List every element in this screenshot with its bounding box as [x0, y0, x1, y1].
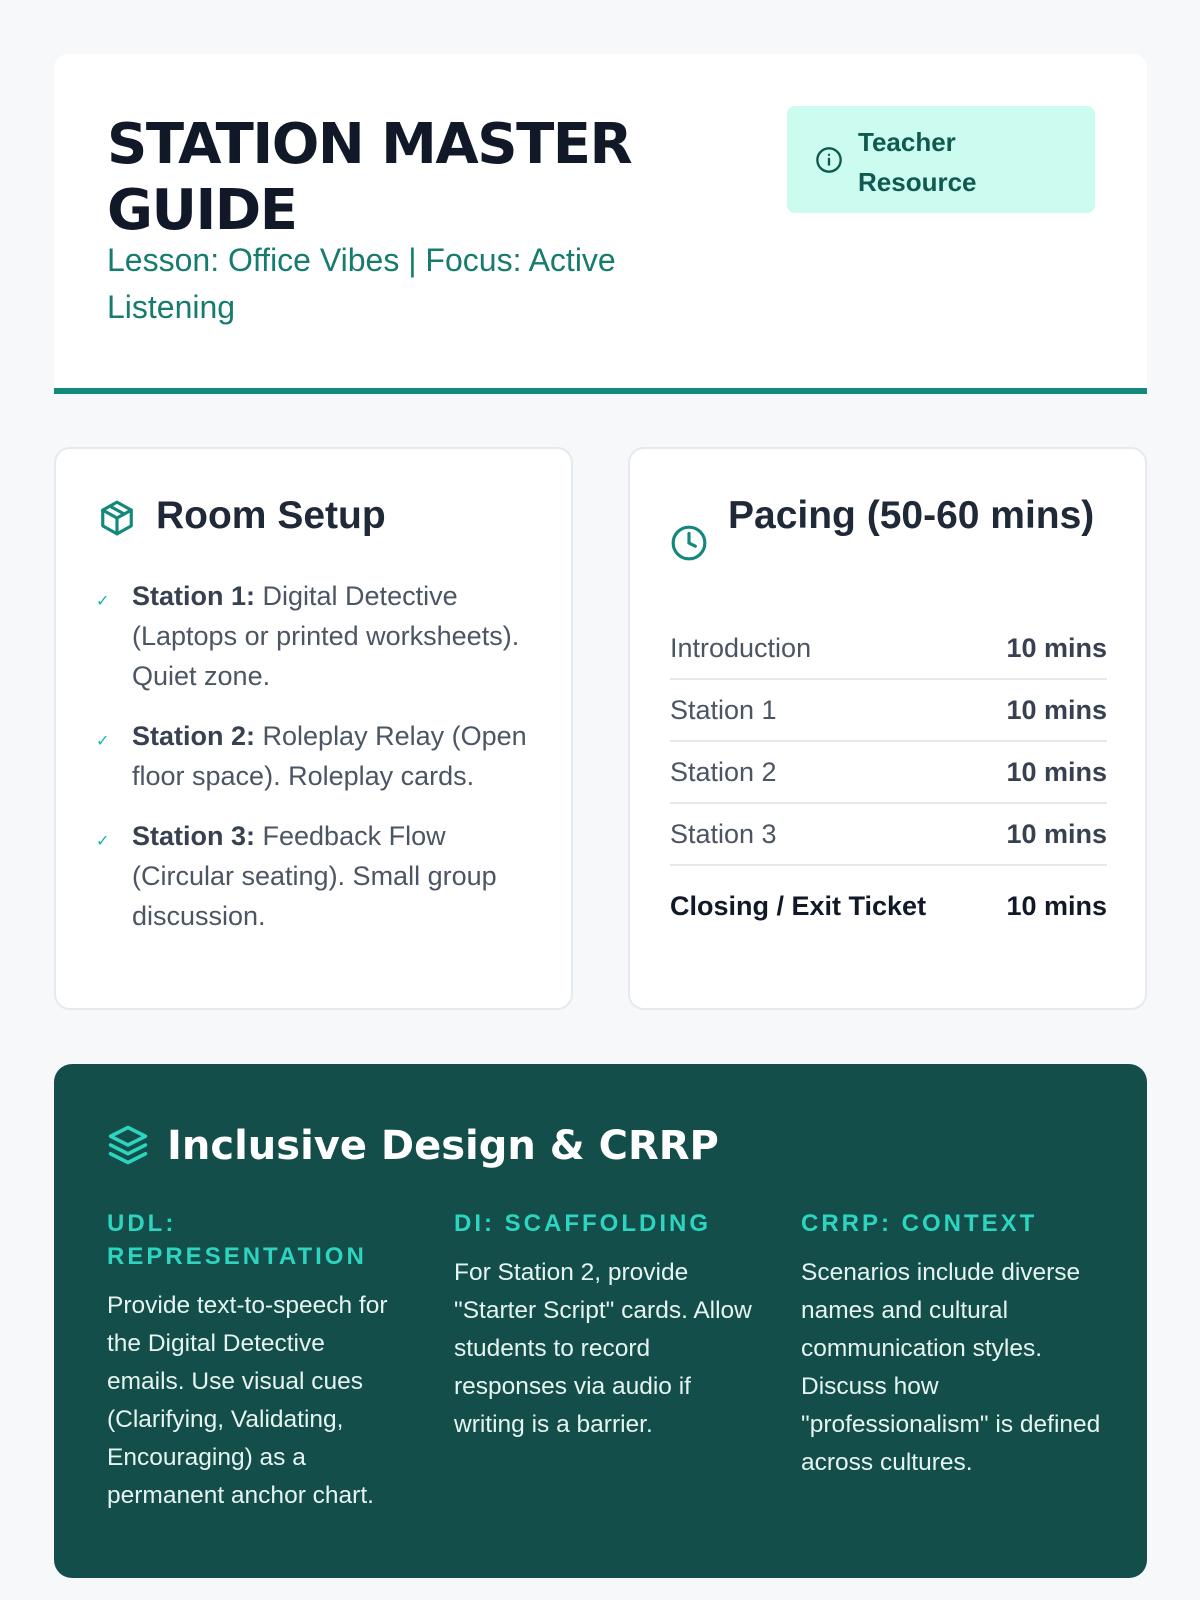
room-setup-title: Room Setup	[156, 494, 386, 537]
page-subtitle: Lesson: Office Vibes | Focus: Active Listening	[107, 242, 616, 325]
pacing-title: Pacing (50-60 mins)	[728, 494, 1095, 537]
pacing-card	[628, 447, 1147, 1010]
room-setup-card	[54, 447, 573, 1010]
list-item	[96, 816, 536, 936]
pace-activity: Station 2	[670, 756, 777, 787]
list-item	[96, 576, 536, 696]
table-row	[670, 618, 1107, 680]
table-row	[670, 866, 1107, 946]
list-item	[96, 716, 536, 796]
info-icon	[815, 146, 843, 174]
page-title: STATION MASTER GUIDE	[107, 112, 632, 243]
station-label: Station 1:	[132, 581, 256, 611]
station-description: Roleplay Relay (Open floor space). Roleplay cards.	[132, 721, 527, 791]
pace-time: 10 mins	[1006, 818, 1107, 849]
column-heading: DI: SCAFFOLDING	[454, 1210, 711, 1237]
check-icon: ✓	[96, 733, 110, 750]
setup-list	[96, 576, 536, 956]
clock-icon	[670, 524, 708, 562]
table-row	[670, 804, 1107, 866]
pace-activity: Station 1	[670, 694, 777, 725]
teacher-resource-badge	[787, 106, 1095, 213]
table-row	[670, 680, 1107, 742]
column-body: Scenarios include diverse names and cultural communication styles. Discuss how "professionalism" is defined across cultures.	[801, 1259, 1101, 1476]
pace-activity: Closing / Exit Ticket	[670, 890, 927, 921]
pace-time: 10 mins	[1006, 632, 1107, 663]
pace-time: 10 mins	[1006, 890, 1107, 921]
station-label: Station 2:	[132, 721, 256, 751]
column-heading: UDL: REPRESENTATION	[107, 1210, 367, 1270]
check-icon: ✓	[96, 593, 110, 610]
box-icon	[98, 499, 136, 537]
header-card	[54, 54, 1147, 394]
layers-icon	[107, 1124, 149, 1166]
station-label: Station 3:	[132, 821, 256, 851]
pace-time: 10 mins	[1006, 694, 1107, 725]
crrp-column	[801, 1207, 1101, 1482]
inclusive-design-title: Inclusive Design & CRRP	[167, 1123, 719, 1169]
pace-activity: Introduction	[670, 632, 812, 663]
udl-column	[107, 1207, 407, 1515]
pace-time: 10 mins	[1006, 756, 1107, 787]
pacing-table	[670, 618, 1107, 946]
column-body: For Station 2, provide "Starter Script" cards. Allow students to record responses via audio if writing is a barrier.	[454, 1259, 752, 1438]
column-body: Provide text-to-speech for the Digital Detective emails. Use visual cues (Clarifying, Validating, Encouraging) as a permanent anchor chart.	[107, 1292, 388, 1509]
column-heading: CRRP: CONTEXT	[801, 1210, 1038, 1237]
table-row	[670, 742, 1107, 804]
pace-activity: Station 3	[670, 818, 777, 849]
inclusive-design-card	[54, 1064, 1147, 1578]
check-icon: ✓	[96, 833, 110, 850]
station-description: Feedback Flow (Circular seating). Small group discussion.	[132, 821, 497, 931]
di-column	[454, 1207, 754, 1444]
badge-label: Teacher Resource	[858, 127, 977, 197]
station-description: Digital Detective (Laptops or printed worksheets). Quiet zone.	[132, 581, 520, 691]
